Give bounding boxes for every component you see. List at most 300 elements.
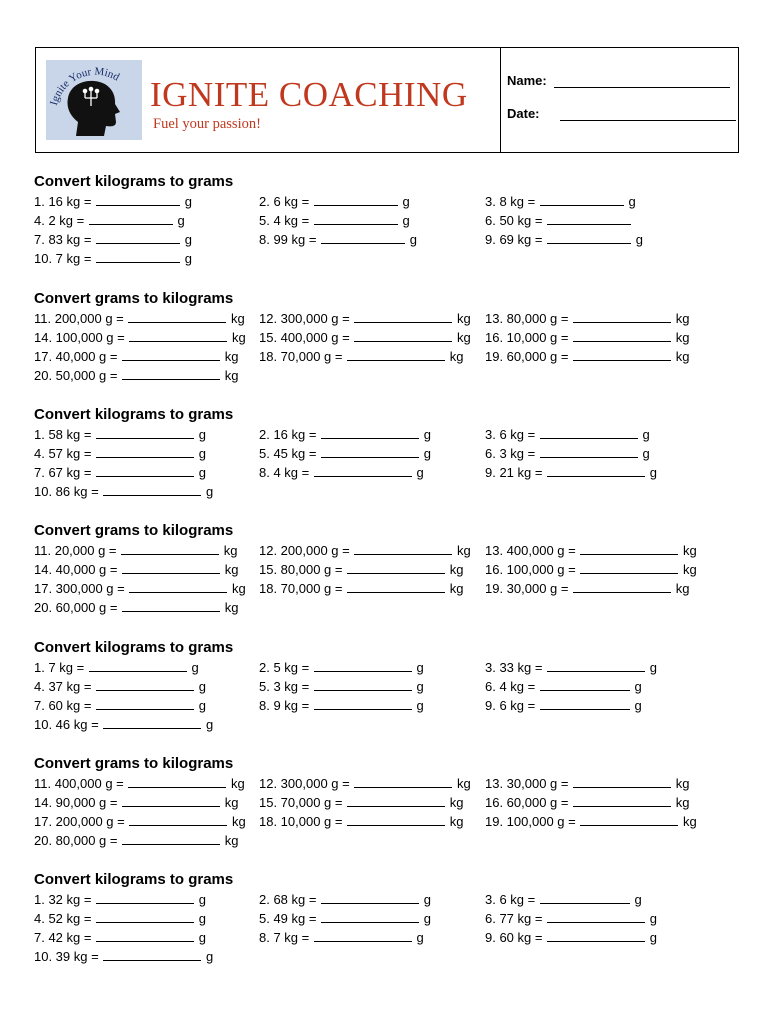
question-text: 2. 16 kg = [259, 427, 317, 442]
unit-label: kg [682, 543, 697, 558]
answer-blank[interactable] [573, 329, 671, 342]
question-text: 2. 68 kg = [259, 892, 317, 907]
name-field[interactable] [507, 73, 730, 88]
head-silhouette-icon [46, 60, 142, 140]
exercise-item [34, 463, 206, 482]
exercise-item [485, 230, 643, 249]
exercise-row [34, 230, 734, 249]
exercise-item [259, 541, 471, 560]
exercise-item [34, 909, 206, 928]
unit-label: g [205, 717, 214, 732]
question-text: 10. 7 kg = [34, 251, 92, 266]
answer-blank[interactable] [573, 310, 671, 323]
exercise-item [259, 890, 431, 909]
unit-label: kg [456, 543, 471, 558]
exercise-item [34, 715, 213, 734]
unit-label: kg [675, 349, 690, 364]
exercise-item [34, 598, 238, 617]
question-text: 7. 60 kg = [34, 698, 92, 713]
answer-blank[interactable] [347, 580, 445, 593]
question-text: 13. 80,000 g = [485, 311, 569, 326]
exercise-item [34, 347, 238, 366]
question-text: 9. 60 kg = [485, 930, 543, 945]
question-text: 9. 69 kg = [485, 232, 543, 247]
exercise-item [34, 444, 206, 463]
answer-blank[interactable] [321, 445, 419, 458]
exercise-item [259, 793, 463, 812]
question-text: 12. 200,000 g = [259, 543, 350, 558]
exercise-row [34, 579, 734, 598]
answer-blank[interactable] [321, 891, 419, 904]
question-text: 18. 70,000 g = [259, 581, 343, 596]
unit-label: g [191, 660, 199, 675]
date-answer-line[interactable] [560, 107, 736, 121]
unit-label: kg [449, 795, 464, 810]
answer-blank[interactable] [321, 910, 419, 923]
unit-label: g [416, 930, 424, 945]
answer-blank[interactable] [540, 678, 630, 691]
exercise-row [34, 211, 734, 230]
question-text: 2. 6 kg = [259, 194, 310, 209]
exercise-row [34, 560, 734, 579]
answer-blank[interactable] [103, 948, 201, 961]
unit-label: g [184, 194, 192, 209]
answer-blank[interactable] [354, 775, 452, 788]
question-text: 12. 300,000 g = [259, 311, 350, 326]
exercise-item [34, 482, 213, 501]
answer-blank[interactable] [103, 483, 201, 496]
answer-blank[interactable] [96, 231, 180, 244]
unit-label: g [198, 427, 206, 442]
exercise-section [34, 522, 734, 617]
answer-blank[interactable] [547, 929, 645, 942]
unit-label: g [635, 232, 643, 247]
answer-blank[interactable] [314, 929, 412, 942]
question-text: 10. 86 kg = [34, 484, 99, 499]
date-label: Date: [507, 106, 540, 121]
question-text: 11. 400,000 g = [34, 776, 124, 791]
section-title: Convert kilograms to grams [34, 406, 234, 423]
unit-label: g [416, 465, 424, 480]
unit-label: kg [456, 776, 471, 791]
question-text: 1. 7 kg = [34, 660, 85, 675]
unit-label: kg [224, 795, 239, 810]
answer-blank[interactable] [96, 929, 194, 942]
answer-blank[interactable] [122, 599, 220, 612]
unit-label: kg [223, 543, 238, 558]
exercise-item [34, 366, 238, 385]
exercise-item [34, 579, 246, 598]
answer-blank[interactable] [540, 426, 638, 439]
unit-label: kg [675, 581, 690, 596]
exercise-item [34, 309, 245, 328]
answer-blank[interactable] [547, 910, 645, 923]
question-text: 6. 4 kg = [485, 679, 536, 694]
question-text: 18. 10,000 g = [259, 814, 343, 829]
question-text: 7. 67 kg = [34, 465, 92, 480]
exercise-item [34, 890, 206, 909]
question-text: 5. 4 kg = [259, 213, 310, 228]
question-text: 7. 83 kg = [34, 232, 92, 247]
answer-blank[interactable] [540, 697, 630, 710]
unit-label: g [198, 892, 206, 907]
question-text: 4. 2 kg = [34, 213, 85, 228]
answer-blank[interactable] [314, 659, 412, 672]
unit-label: kg [456, 330, 471, 345]
unit-label: g [634, 698, 642, 713]
answer-blank[interactable] [96, 891, 194, 904]
unit-label: g [649, 911, 657, 926]
exercise-item [485, 347, 689, 366]
exercise-item [259, 444, 431, 463]
question-text: 10. 39 kg = [34, 949, 99, 964]
exercise-item [34, 812, 246, 831]
answer-blank[interactable] [122, 832, 220, 845]
question-text: 9. 21 kg = [485, 465, 543, 480]
answer-blank[interactable] [314, 464, 412, 477]
question-text: 6. 3 kg = [485, 446, 536, 461]
unit-label: kg [682, 562, 697, 577]
exercise-row [34, 774, 734, 793]
question-text: 20. 50,000 g = [34, 368, 118, 383]
exercise-row [34, 947, 734, 966]
exercise-item [34, 541, 238, 560]
question-text: 3. 6 kg = [485, 892, 536, 907]
answer-blank[interactable] [129, 580, 227, 593]
exercise-item [259, 425, 431, 444]
unit-label: g [642, 446, 650, 461]
exercise-row [34, 598, 734, 617]
exercise-row [34, 482, 734, 501]
exercise-row [34, 715, 734, 734]
exercise-item [485, 444, 650, 463]
exercise-row [34, 347, 734, 366]
question-text: 16. 60,000 g = [485, 795, 569, 810]
exercise-item [485, 658, 657, 677]
answer-blank[interactable] [121, 542, 219, 555]
question-text: 16. 10,000 g = [485, 330, 569, 345]
unit-label: kg [675, 330, 690, 345]
unit-label: g [409, 232, 417, 247]
unit-label: kg [675, 795, 690, 810]
answer-blank[interactable] [96, 426, 194, 439]
exercise-row [34, 249, 734, 268]
answer-blank[interactable] [573, 794, 671, 807]
unit-label: kg [231, 814, 246, 829]
unit-label: g [198, 698, 206, 713]
exercise-item [34, 249, 192, 268]
unit-label: g [634, 679, 642, 694]
question-text: 3. 8 kg = [485, 194, 536, 209]
answer-blank[interactable] [547, 464, 645, 477]
exercise-item [34, 425, 206, 444]
answer-blank[interactable] [96, 445, 194, 458]
answer-blank[interactable] [580, 813, 678, 826]
answer-blank[interactable] [347, 348, 445, 361]
exercise-section [34, 290, 734, 385]
question-text: 16. 100,000 g = [485, 562, 576, 577]
exercise-item [259, 928, 424, 947]
unit-label: g [198, 679, 206, 694]
exercise-item [485, 541, 697, 560]
unit-label: g [634, 892, 642, 907]
exercise-row [34, 928, 734, 947]
answer-blank[interactable] [321, 426, 419, 439]
student-info-fields [501, 48, 738, 152]
answer-blank[interactable] [96, 193, 180, 206]
answer-blank[interactable] [354, 310, 452, 323]
answer-blank[interactable] [96, 250, 180, 263]
unit-label: kg [224, 600, 239, 615]
exercise-item [259, 463, 424, 482]
answer-blank[interactable] [347, 794, 445, 807]
answer-blank[interactable] [314, 193, 398, 206]
question-text: 19. 60,000 g = [485, 349, 569, 364]
exercise-item [485, 677, 642, 696]
exercise-item [259, 909, 431, 928]
answer-blank[interactable] [580, 561, 678, 574]
answer-blank[interactable] [547, 231, 631, 244]
exercise-section [34, 639, 734, 734]
unit-label: kg [449, 562, 464, 577]
unit-label: kg [224, 833, 239, 848]
brand-name: IGNITE COACHING [150, 75, 468, 114]
exercise-item [259, 579, 463, 598]
question-text: 7. 42 kg = [34, 930, 92, 945]
exercise-item [485, 309, 689, 328]
question-text: 1. 58 kg = [34, 427, 92, 442]
logo-arc-text: Ignite Your Mind [47, 65, 122, 107]
exercise-item [34, 328, 246, 347]
section-title: Convert kilograms to grams [34, 173, 234, 190]
exercise-item [485, 812, 697, 831]
exercise-item [259, 309, 471, 328]
exercise-row [34, 541, 734, 560]
answer-blank[interactable] [314, 212, 398, 225]
answer-blank[interactable] [128, 310, 226, 323]
unit-label: g [402, 194, 410, 209]
answer-blank[interactable] [96, 678, 194, 691]
answer-blank[interactable] [314, 697, 412, 710]
question-text: 17. 40,000 g = [34, 349, 118, 364]
question-text: 3. 33 kg = [485, 660, 543, 675]
unit-label: kg [449, 814, 464, 829]
question-text: 17. 200,000 g = [34, 814, 125, 829]
question-text: 11. 200,000 g = [34, 311, 124, 326]
answer-blank[interactable] [128, 775, 226, 788]
question-text: 15. 70,000 g = [259, 795, 343, 810]
answer-blank[interactable] [347, 813, 445, 826]
answer-blank[interactable] [122, 561, 220, 574]
unit-label: kg [224, 562, 239, 577]
unit-label: g [649, 465, 657, 480]
exercise-row [34, 812, 734, 831]
answer-blank[interactable] [547, 659, 645, 672]
question-text: 20. 60,000 g = [34, 600, 118, 615]
unit-label: g [416, 660, 424, 675]
exercise-item [485, 579, 689, 598]
question-text: 1. 32 kg = [34, 892, 92, 907]
answer-blank[interactable] [573, 775, 671, 788]
exercise-item [34, 658, 199, 677]
date-field[interactable] [507, 106, 736, 121]
answer-blank[interactable] [314, 678, 412, 691]
exercise-row [34, 328, 734, 347]
answer-blank[interactable] [354, 542, 452, 555]
unit-label: g [628, 194, 636, 209]
answer-blank[interactable] [540, 193, 624, 206]
question-text: 4. 57 kg = [34, 446, 92, 461]
exercise-row [34, 309, 734, 328]
answer-blank[interactable] [540, 445, 638, 458]
section-title: Convert kilograms to grams [34, 639, 234, 656]
answer-blank[interactable] [573, 348, 671, 361]
exercise-item [485, 560, 697, 579]
exercise-item [34, 230, 192, 249]
question-text: 11. 20,000 g = [34, 543, 117, 558]
question-text: 14. 90,000 g = [34, 795, 118, 810]
exercise-item [34, 696, 206, 715]
unit-label: kg [682, 814, 697, 829]
exercise-item [34, 192, 192, 211]
question-text: 5. 45 kg = [259, 446, 317, 461]
brand-logo [46, 60, 142, 140]
section-title: Convert kilograms to grams [34, 871, 234, 888]
exercise-item [34, 928, 206, 947]
exercise-item [259, 658, 424, 677]
question-text: 5. 3 kg = [259, 679, 310, 694]
section-title: Convert grams to kilograms [34, 290, 234, 307]
unit-label: g [423, 427, 431, 442]
unit-label: g [416, 679, 424, 694]
exercise-row [34, 192, 734, 211]
unit-label: kg [224, 349, 239, 364]
exercise-item [259, 677, 424, 696]
unit-label: g [416, 698, 424, 713]
question-text: 20. 80,000 g = [34, 833, 118, 848]
question-text: 8. 7 kg = [259, 930, 310, 945]
unit-label: g [198, 465, 206, 480]
unit-label: kg [231, 581, 246, 596]
exercise-item [34, 211, 185, 230]
section-title: Convert grams to kilograms [34, 755, 234, 772]
exercise-item [259, 230, 417, 249]
answer-blank[interactable] [129, 813, 227, 826]
answer-blank[interactable] [122, 794, 220, 807]
exercise-item [485, 463, 657, 482]
exercise-row [34, 696, 734, 715]
unit-label: g [198, 446, 206, 461]
exercise-row [34, 909, 734, 928]
unit-label: kg [675, 776, 690, 791]
unit-label: kg [231, 330, 246, 345]
answer-blank[interactable] [96, 464, 194, 477]
unit-label: g [649, 660, 657, 675]
answer-blank[interactable] [580, 542, 678, 555]
exercise-item [259, 696, 424, 715]
exercise-item [34, 831, 238, 850]
question-text: 12. 300,000 g = [259, 776, 350, 791]
question-text: 17. 300,000 g = [34, 581, 125, 596]
unit-label: kg [675, 311, 690, 326]
answer-blank[interactable] [347, 561, 445, 574]
exercise-item [259, 328, 471, 347]
exercise-row [34, 890, 734, 909]
answer-blank[interactable] [354, 329, 452, 342]
exercise-item [485, 425, 650, 444]
answer-blank[interactable] [89, 212, 173, 225]
exercise-item [34, 947, 213, 966]
answer-blank[interactable] [321, 231, 405, 244]
answer-blank[interactable] [122, 367, 220, 380]
question-text: 15. 400,000 g = [259, 330, 350, 345]
unit-label: kg [224, 368, 239, 383]
exercise-row [34, 463, 734, 482]
answer-blank[interactable] [547, 212, 631, 225]
exercise-item [34, 560, 238, 579]
exercise-section [34, 406, 734, 501]
unit-label: kg [231, 311, 245, 326]
answer-blank[interactable] [122, 348, 220, 361]
unit-label: g [198, 930, 206, 945]
section-title: Convert grams to kilograms [34, 522, 234, 539]
exercise-item [485, 211, 632, 230]
exercise-row [34, 425, 734, 444]
exercise-item [485, 928, 657, 947]
exercise-row [34, 444, 734, 463]
question-text: 15. 80,000 g = [259, 562, 343, 577]
answer-blank[interactable] [89, 659, 187, 672]
exercise-section [34, 871, 734, 966]
exercise-section [34, 755, 734, 850]
answer-blank[interactable] [103, 716, 201, 729]
answer-blank[interactable] [573, 580, 671, 593]
brand-block [36, 48, 501, 152]
name-answer-line[interactable] [554, 74, 730, 88]
question-text: 6. 50 kg = [485, 213, 543, 228]
exercise-item [34, 793, 238, 812]
question-text: 8. 9 kg = [259, 698, 310, 713]
unit-label: g [184, 251, 192, 266]
question-text: 13. 30,000 g = [485, 776, 569, 791]
exercise-item [34, 677, 206, 696]
unit-label: g [177, 213, 185, 228]
question-text: 3. 6 kg = [485, 427, 536, 442]
question-text: 14. 40,000 g = [34, 562, 118, 577]
brand-tagline: Fuel your passion! [153, 116, 261, 132]
answer-blank[interactable] [96, 697, 194, 710]
question-text: 18. 70,000 g = [259, 349, 343, 364]
question-text: 6. 77 kg = [485, 911, 543, 926]
question-text: 4. 37 kg = [34, 679, 92, 694]
exercise-item [485, 890, 642, 909]
exercise-item [259, 347, 463, 366]
question-text: 4. 52 kg = [34, 911, 92, 926]
answer-blank[interactable] [540, 891, 630, 904]
exercise-row [34, 366, 734, 385]
question-text: 10. 46 kg = [34, 717, 99, 732]
answer-blank[interactable] [129, 329, 227, 342]
unit-label: kg [449, 349, 464, 364]
question-text: 5. 49 kg = [259, 911, 317, 926]
exercise-row [34, 793, 734, 812]
question-text: 8. 99 kg = [259, 232, 317, 247]
exercise-section [34, 173, 734, 268]
unit-label: g [198, 911, 206, 926]
answer-blank[interactable] [96, 910, 194, 923]
question-text: 13. 400,000 g = [485, 543, 576, 558]
question-text: 14. 100,000 g = [34, 330, 125, 345]
